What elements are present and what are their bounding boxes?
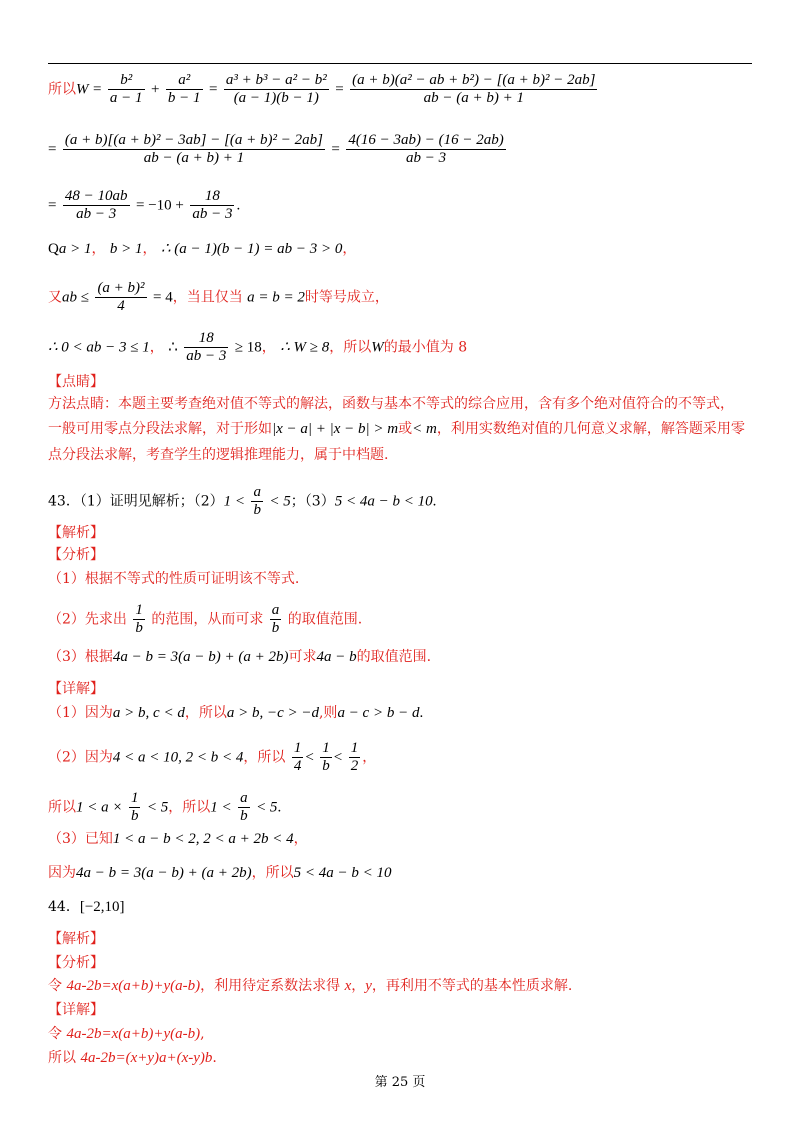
fenxi-43-2: （2）先求出 $\frac{1}{b}$ 的范围，从而可求 $\frac{a}{b}$ 的取值范围.	[48, 602, 363, 636]
fraction: $\frac{1}{b}$	[130, 790, 139, 824]
section-dianjing: 【点睛】	[48, 374, 104, 390]
fenxi-44: 令 4a-2b=x(a+b)+y(a-b)，利用待定系数法求得 x，y，再利用不等式的基本性质求解.	[48, 978, 573, 994]
inequality-line: 又ab ≤ $\frac{\text{(a + b)²}}{4}$ = 4，当且仅当 a = b = 2时等号成立，	[48, 280, 389, 314]
fraction: $\frac{a}{b}$	[271, 602, 280, 636]
formula-w-line1: 所以W = $\frac{\text{b²}}{a - 1}$ + $\frac{\text{a²}}{b - 1}$ = $\frac{\text{a³ + b³ − a² − b²}}{(a - 1)(b - 1)}$ = $\frac{\text{(a + b)(a² − ab + b²) − [(a + b)² − 2ab]}}{ab - (a + b) + 1}$	[48, 72, 596, 106]
fraction: $\frac{\text{(a + b)(a² − ab + b²) − [(a + b)² − 2ab]}}{ab - (a + b) + 1}$	[352, 72, 596, 106]
question-44-answer: 44．[−2,10]	[48, 899, 125, 915]
section-jiexi: 【解析】	[48, 525, 104, 541]
section-fenxi-44: 【分析】	[48, 955, 104, 971]
xiangjie-44-1: 令 4a-2b=x(a+b)+y(a-b),	[48, 1026, 205, 1042]
fraction: $\frac{1}{4}$	[293, 740, 302, 774]
fraction: $\frac{\text{a²}}{b - 1}$	[167, 72, 201, 106]
page-number: 第 25 页	[374, 1075, 426, 1090]
dianjing-text-1: 方法点睛：本题主要考查绝对值不等式的解法，函数与基本不等式的综合应用，含有多个绝对值符合的不等式，	[48, 396, 734, 412]
xiangjie-43-4: （3）已知1 < a − b < 2, 2 < a + 2b < 4，	[48, 831, 308, 847]
fraction: $\frac{4(16 - 3ab) - (16 - 2ab)}{ab - 3}$	[348, 132, 504, 166]
fenxi-43-3: （3）根据4a − b = 3(a − b) + (a + 2b)可求4a − b的取值范围.	[48, 649, 432, 665]
xiangjie-43-2: （2）因为4 < a < 10, 2 < b < 4，所以 $\frac{1}{4}$ < $\frac{1}{b}$ < $\frac{1}{2}$ ，	[48, 740, 377, 774]
fraction: $\frac{a}{b}$	[253, 484, 261, 518]
fraction: $\frac{1}{2}$	[350, 740, 359, 774]
section-jiexi-44: 【解析】	[48, 931, 104, 947]
section-xiangjie-44: 【详解】	[48, 1002, 104, 1018]
xiangjie-43-3: 所以1 < a × $\frac{1}{b}$ < 5，所以1 < $\frac{a}{b}$ < 5.	[48, 790, 282, 824]
text: 所以	[48, 81, 76, 98]
condition-line: Qa > 1， b > 1， ∴ (a − 1)(b − 1) = ab − 3 > 0，	[48, 241, 357, 257]
dianjing-text-2: 一般可用零点分段法求解，对于形如|x − a| + |x − b| > m或< m，利用实数绝对值的几何意义求解，解答题采用零	[48, 421, 745, 437]
eq: =	[331, 141, 340, 158]
var-w: W	[76, 81, 89, 98]
dianjing-text-3: 点分段法求解，考查学生的逻辑推理能力，属于中档题.	[48, 447, 389, 463]
because-symbol: Q	[48, 241, 59, 257]
xiangjie-43-1: （1）因为a > b, c < d，所以a > b, −c > −d,则a − c > b − d.	[48, 705, 424, 721]
fraction: $\frac{\text{(a + b)[(a + b)² − 3ab] − [(a + b)² − 2ab]}}{ab - (a + b) + 1}$	[64, 132, 323, 166]
fraction: $\frac{\text{b²}}{a - 1}$	[109, 72, 143, 106]
fraction: $\frac{\text{(a + b)²}}{4}$	[97, 280, 145, 314]
fraction: $\frac{48 - 10ab}{ab - 3}$	[64, 188, 128, 222]
fraction: $\frac{18}{ab - 3}$	[192, 188, 233, 222]
fraction: $\frac{\text{a³ + b³ − a² − b²}}{(a - 1)(b - 1)}$	[225, 72, 327, 106]
eq: =	[92, 81, 102, 98]
section-xiangjie: 【详解】	[48, 681, 104, 697]
plus: +	[150, 81, 160, 98]
conclusion-line: ∴ 0 < ab − 3 ≤ 1， ∴ $\frac{18}{ab - 3}$ ≥ 18， ∴ W ≥ 8，所以W的最小值为 8	[48, 330, 468, 364]
eq: =	[48, 197, 57, 214]
header-rule	[48, 63, 752, 64]
expr: = −10 +	[136, 197, 184, 214]
formula-w-line3: = $\frac{48 - 10ab}{ab - 3}$ = −10 + $\frac{18}{ab - 3}$ .	[48, 188, 241, 222]
fraction: $\frac{a}{b}$	[240, 790, 248, 824]
xiangjie-43-5: 因为4a − b = 3(a − b) + (a + 2b)，所以5 < 4a − b < 10	[48, 865, 392, 881]
section-fenxi: 【分析】	[48, 547, 104, 563]
fraction: $\frac{1}{b}$	[135, 602, 143, 636]
eq: =	[48, 141, 57, 158]
fraction: $\frac{1}{b}$	[322, 740, 330, 774]
formula-w-line2	[48, 132, 508, 167]
fraction: $\frac{18}{ab - 3}$	[186, 330, 227, 364]
fenxi-43-1: （1）根据不等式的性质可证明该不等式.	[48, 571, 300, 587]
question-43-answer: 43．（1）证明见解析；（2）1 < $\frac{a}{b}$ < 5；（3）5 < 4a − b < 10.	[48, 484, 437, 518]
xiangjie-44-2: 所以 4a-2b=(x+y)a+(x-y)b.	[48, 1050, 217, 1066]
